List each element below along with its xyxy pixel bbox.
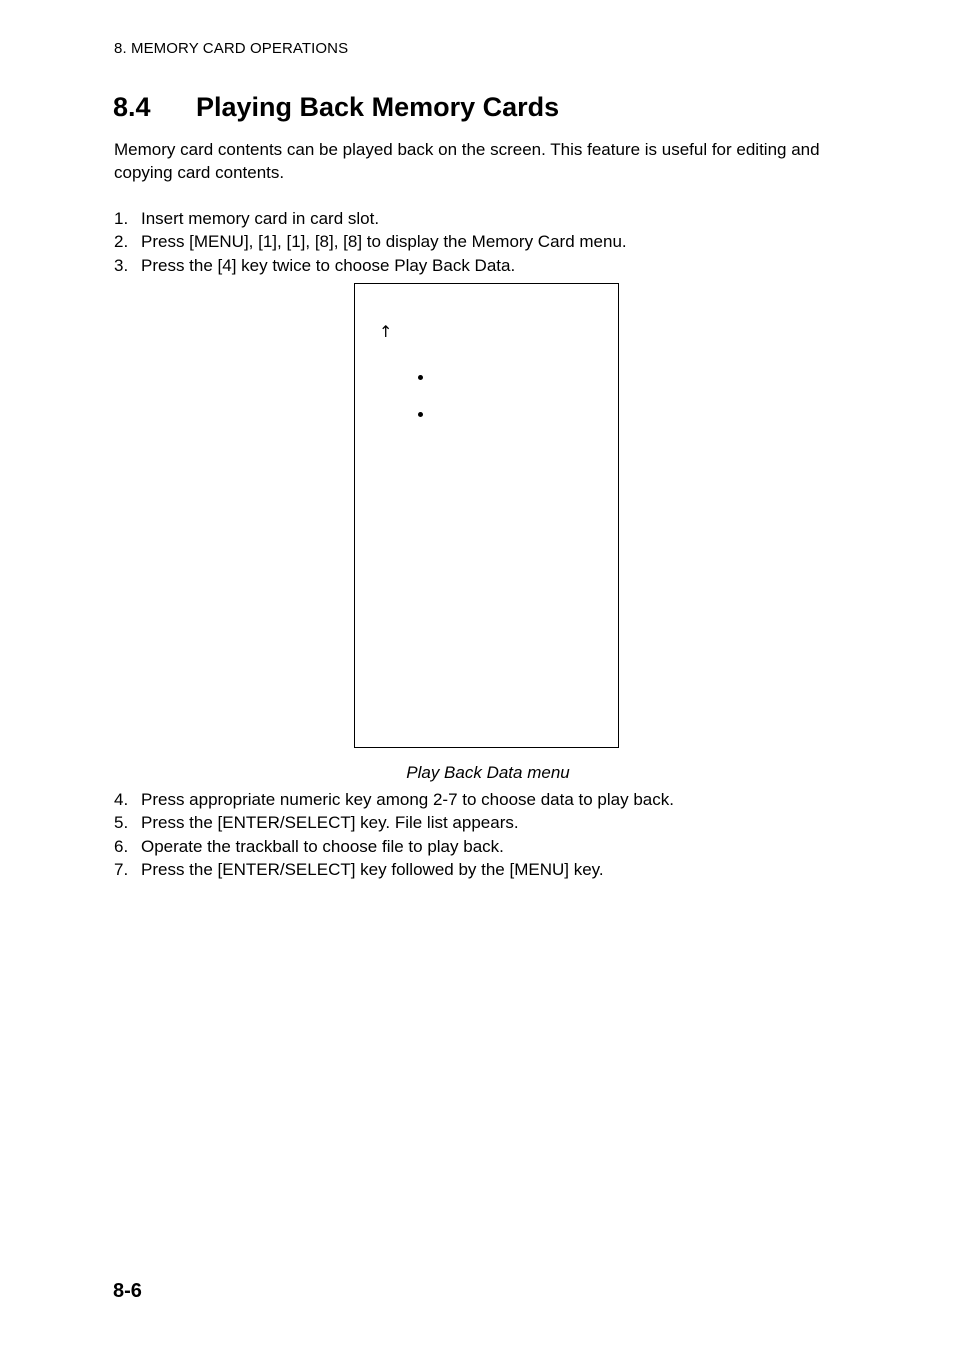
running-header: 8. MEMORY CARD OPERATIONS: [114, 40, 349, 57]
list-item: [114, 811, 674, 834]
step-number: 4.: [114, 790, 129, 809]
list-item: [114, 230, 627, 253]
step-text: Operate the trackball to choose file to play back.: [141, 836, 504, 856]
list-item: [114, 254, 627, 277]
intro-paragraph: Memory card contents can be played back on the screen. This feature is useful for editing and copying card contents.: [114, 140, 820, 182]
steps-list-after: [114, 788, 674, 881]
section-title-text: Playing Back Memory Cards: [196, 92, 560, 122]
step-number: 3.: [114, 255, 129, 275]
section-title: [113, 92, 559, 123]
step-number: 1.: [114, 209, 129, 228]
step-text: Press appropriate numeric key among 2-7 to choose data to play back.: [141, 790, 674, 809]
list-item: [114, 788, 674, 811]
bullet-dot-icon: [418, 375, 423, 380]
step-text: Press the [ENTER/SELECT] key followed by the [MENU] key.: [141, 859, 604, 879]
section-number: 8.4: [113, 92, 151, 122]
step-number: 5.: [114, 813, 129, 833]
step-text: Press the [4] key twice to choose Play Back Data.: [141, 255, 516, 275]
play-back-data-menu-figure: [354, 283, 619, 748]
step-number: 7.: [114, 859, 129, 879]
step-text: Press [MENU], [1], [1], [8], [8] to display the Memory Card menu.: [141, 232, 627, 252]
list-item: [114, 207, 627, 230]
step-text: Insert memory card in card slot.: [141, 209, 380, 228]
steps-list-before: [114, 207, 627, 277]
list-item: [114, 858, 674, 881]
step-text: Press the [ENTER/SELECT] key. File list appears.: [141, 813, 519, 833]
step-number: 6.: [114, 836, 129, 856]
list-item: [114, 835, 674, 858]
figure-caption: Play Back Data menu: [406, 763, 570, 782]
up-arrow-icon: ↑: [379, 322, 393, 341]
bullet-dot-icon: [418, 412, 423, 417]
step-number: 2.: [114, 232, 129, 252]
page-number: 8-6: [113, 1280, 142, 1302]
